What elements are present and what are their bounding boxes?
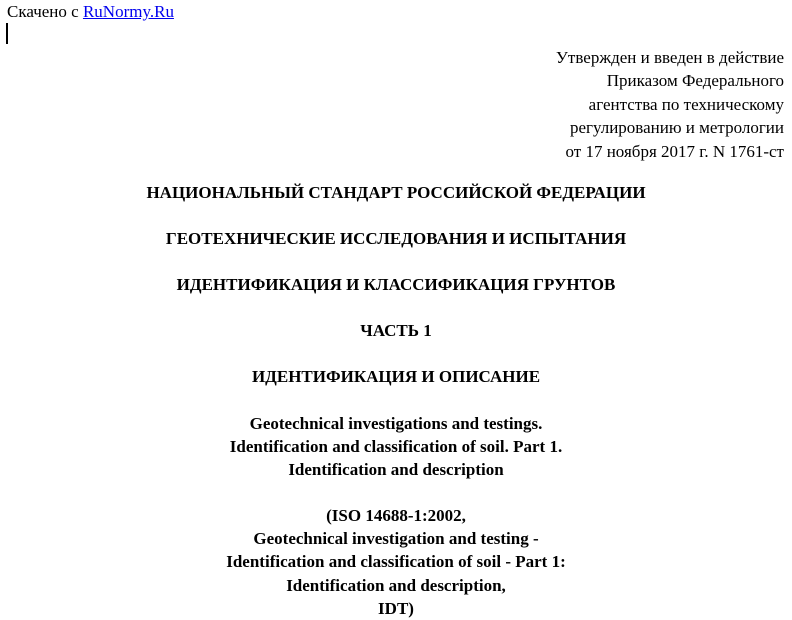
standard-title-heading: ИДЕНТИФИКАЦИЯ И КЛАССИФИКАЦИЯ ГРУНТОВ <box>176 275 616 294</box>
english-title-line: Identification and classification of soil. Part 1. <box>229 437 563 457</box>
source-link[interactable]: RuNormy.Ru <box>82 2 174 21</box>
approval-line: Утвержден и введен в действие <box>555 48 784 67</box>
part-heading: ЧАСТЬ 1 <box>360 321 432 340</box>
part-title-heading: ИДЕНТИФИКАЦИЯ И ОПИСАНИЕ <box>251 367 541 386</box>
iso-reference-line: Geotechnical investigation and testing - <box>253 529 539 549</box>
english-title-line: Geotechnical investigations and testings. <box>249 414 543 433</box>
approval-line: регулированию и метрологии <box>569 118 784 138</box>
iso-reference-line: Identification and description, <box>286 575 506 595</box>
source-line <box>7 2 174 22</box>
standard-type-heading: НАЦИОНАЛЬНЫЙ СТАНДАРТ РОССИЙСКОЙ ФЕДЕРАЦИИ <box>146 183 646 202</box>
approval-line: Приказом Федерального <box>606 71 784 91</box>
approval-line: от 17 ноября 2017 г. N 1761-ст <box>565 141 784 161</box>
iso-reference-line: Identification and classification of soil - Part 1: <box>226 552 566 572</box>
standard-field-heading: ГЕОТЕХНИЧЕСКИЕ ИССЛЕДОВАНИЯ И ИСПЫТАНИЯ <box>165 229 627 248</box>
iso-reference-line: (ISO 14688-1:2002, <box>326 506 466 525</box>
english-title-line: Identification and description <box>288 460 504 480</box>
text-caret <box>6 23 8 44</box>
english-title <box>0 412 792 482</box>
source-prefix: Скачено с <box>7 2 83 21</box>
iso-reference <box>0 504 792 620</box>
iso-reference-line: IDT) <box>378 598 414 618</box>
approval-block <box>556 46 784 163</box>
approval-line: агентства по техническому <box>588 94 784 114</box>
